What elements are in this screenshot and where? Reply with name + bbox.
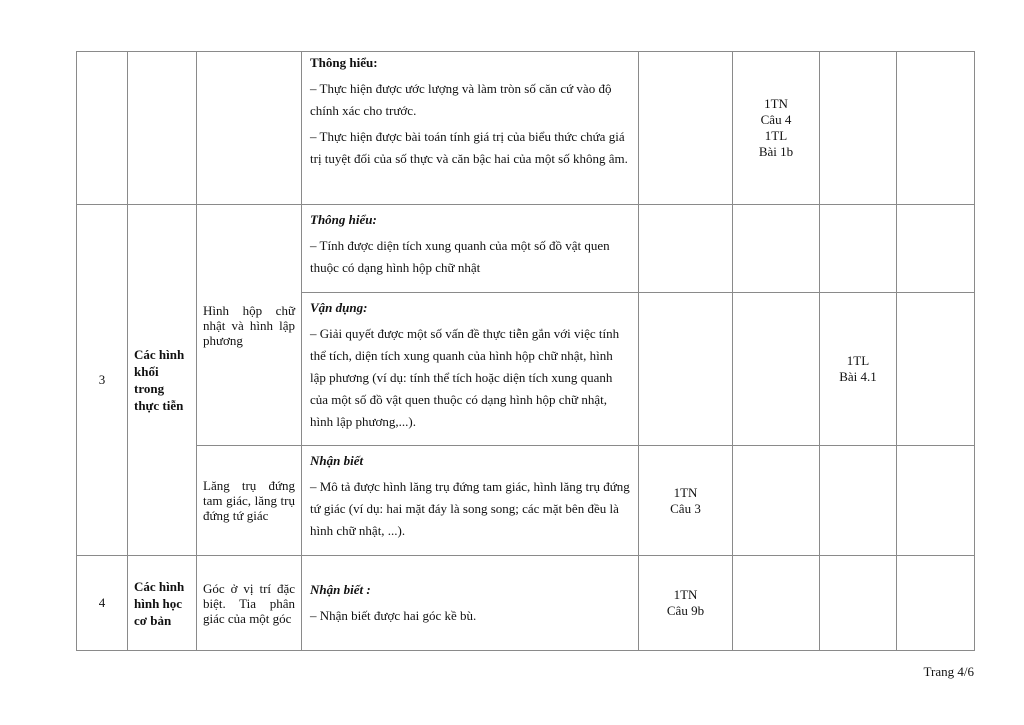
page-number: Trang 4/6 — [923, 664, 974, 679]
unit-cell — [197, 52, 302, 205]
level-heading: Thông hiểu: — [310, 212, 377, 227]
requirement-text: – Mô tả được hình lăng trụ đứng tam giác, hình lăng trụ đứng tứ giác (ví dụ: hai mặt đáy là song song; các mặt bên đều là hình chữ nhật, ...). — [310, 479, 630, 538]
stt-cell: 4 — [77, 556, 128, 651]
unit-cell: Hình hộp chữ nhật và hình lập phương — [197, 205, 302, 446]
level-heading: Nhận biết : — [310, 582, 371, 597]
question-count-cell-vdc — [897, 52, 975, 205]
topic-cell — [128, 52, 197, 205]
unit-cell: Góc ở vị trí đặc biệt. Tia phân giác của một góc — [197, 556, 302, 651]
requirement-cell — [302, 52, 639, 205]
question-count-cell-vd: 1TL Bài 4.1 — [820, 293, 897, 446]
unit-cell: Lăng trụ đứng tam giác, lăng trụ đứng tứ giác — [197, 446, 302, 556]
table-row — [77, 446, 975, 556]
requirement-text: – Tính được diện tích xung quanh của một số đồ vật quen thuộc có dạng hình hộp chữ nhật — [310, 238, 610, 275]
stt-cell: 3 — [77, 205, 128, 556]
level-heading: Thông hiểu: — [310, 55, 378, 70]
table-row — [77, 52, 975, 205]
question-count-cell-th: 1TN Câu 4 1TL Bài 1b — [733, 52, 820, 205]
table-row — [77, 556, 975, 651]
requirement-cell — [302, 293, 639, 446]
topic-cell: Các hình hình học cơ bản — [128, 556, 197, 651]
level-heading: Nhận biết — [310, 453, 364, 468]
table-row — [77, 205, 975, 293]
requirement-text: – Giải quyết được một số vấn đề thực tiễn gắn với việc tính thể tích, diện tích xung quanh của hình hộp chữ nhật, hình lập phương (ví dụ: tính thể tích hoặc diện tích xung quanh của một số đồ vật quen thuộc có dạng hình hộp chữ nhật, hình lập phương,...). — [310, 326, 620, 429]
topic-cell: Các hình khối trong thực tiễn — [128, 205, 197, 556]
question-count-cell-nb: 1TN Câu 9b — [639, 556, 733, 651]
requirement-cell — [302, 205, 639, 293]
level-heading: Vận dụng: — [310, 300, 368, 315]
requirement-text: – Nhận biết được hai góc kề bù. — [310, 608, 477, 623]
question-count-cell-nb — [639, 52, 733, 205]
stt-cell — [77, 52, 128, 205]
requirement-text: – Thực hiện được ước lượng và làm tròn số căn cứ vào độ chính xác cho trước. — [310, 81, 612, 118]
question-count-cell-vd — [820, 52, 897, 205]
requirement-cell — [302, 556, 639, 651]
requirement-text: – Thực hiện được bài toán tính giá trị của biểu thức chứa giá trị tuyệt đối của số thực và căn bậc hai của một số không âm. — [310, 129, 628, 166]
requirement-cell — [302, 446, 639, 556]
specification-matrix-table — [76, 51, 975, 651]
question-count-cell-nb: 1TN Câu 3 — [639, 446, 733, 556]
